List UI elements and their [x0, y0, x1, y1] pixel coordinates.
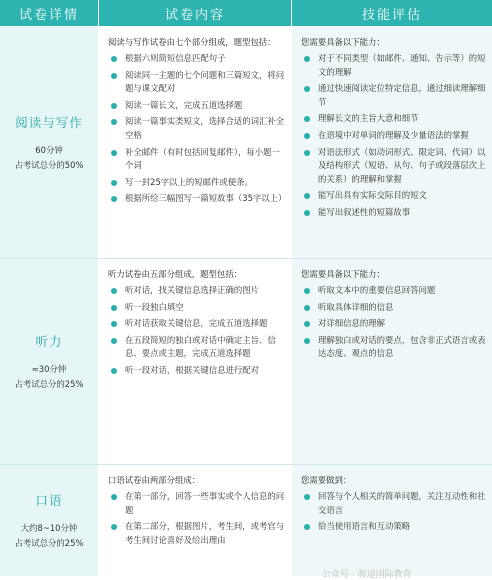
bullet-icon	[111, 338, 117, 344]
list-item: 听一段独白填空	[108, 301, 285, 315]
header-skill-assessment: 技能评估	[292, 0, 492, 26]
list-item: 能写出叙述性的短篇故事	[301, 206, 486, 220]
list-item: 在语境中对单词的理解及少量语法的掌握	[301, 129, 486, 143]
list-item: 阅读同一主题的七个问题和三篇短文，将问题与课文配对	[108, 69, 285, 96]
bullet-icon	[304, 305, 310, 311]
section-duration: ≈30分钟	[31, 363, 67, 374]
list-item: 理解独白或对话的要点，包含非正式语言或表达态度、观点的信息	[301, 334, 486, 361]
section-reading-writing-content	[99, 27, 291, 258]
section-weight: 占考试总分的25%	[14, 378, 84, 389]
bullet-icon	[304, 193, 310, 199]
bullet-icon	[111, 196, 117, 202]
list-item: 阅读一篇事实类短文，选择合适的词汇补全空格	[108, 115, 285, 142]
list-item: 对语法形式（如动词形式、限定词、代词）以及结构形式（短语、从句、句子或段落层次上的关系）的理解和掌握	[301, 146, 486, 187]
list-item: 根据所给三幅图写一篇短故事（35字以上）	[108, 192, 285, 206]
bullet-icon	[111, 305, 117, 311]
list-item: 通过快速阅读定位特定信息，通过细读理解细节	[301, 82, 486, 109]
list-item: 对详细信息的理解	[301, 317, 486, 331]
skills-list	[301, 490, 486, 534]
section-speaking-content	[99, 465, 291, 576]
list-item: 回答与个人相关的简单问题，关注互动性和社交语言	[301, 490, 486, 517]
list-item: 恰当使用语言和互动策略	[301, 520, 486, 534]
bullet-icon	[111, 56, 117, 62]
list-item: 听一段对话，根据关键信息进行配对	[108, 364, 285, 378]
skills-list	[301, 284, 486, 361]
section-listening-skills	[292, 259, 492, 464]
bullet-icon	[111, 494, 117, 500]
list-item: 理解长文的主旨大意和细节	[301, 112, 486, 126]
section-listening-info	[0, 259, 98, 464]
content-list	[108, 284, 285, 378]
header-exam-details: 试卷详情	[0, 0, 98, 26]
bullet-icon	[111, 150, 117, 156]
bullet-icon	[304, 524, 310, 530]
list-item: 听取具体详细的信息	[301, 301, 486, 315]
watermark: 公众号 · 骏途国际教育	[322, 570, 412, 580]
list-item: 阅读一篇长文，完成五道选择题	[108, 99, 285, 113]
bullet-icon	[304, 210, 310, 216]
list-item: 在第二部分，根据图片，考生间，或考官与考生间讨论喜好及给出理由	[108, 520, 285, 547]
section-duration: 大约8~10分钟	[20, 522, 78, 533]
section-reading-writing-skills	[292, 27, 492, 258]
skills-intro: 您需要具备以下能力：	[301, 269, 385, 279]
list-item: 能写出具有实际交际目的短文	[301, 189, 486, 203]
skills-intro: 您需要做到：	[301, 475, 352, 485]
section-duration: 60分钟	[35, 144, 63, 155]
content-intro: 阅读与写作试卷由七个部分组成，题型包括：	[108, 37, 276, 47]
bullet-icon	[111, 180, 117, 186]
section-title: 听力	[35, 333, 63, 349]
section-title: 口语	[35, 492, 63, 508]
list-item: 补全邮件（有时包括回复邮件），每小题一个词	[108, 146, 285, 173]
bullet-icon	[304, 494, 310, 500]
bullet-icon	[304, 288, 310, 294]
list-item: 听取文本中的重要信息回答问题	[301, 284, 486, 298]
bullet-icon	[304, 338, 310, 344]
list-item: 在第一部分，回答一些事实或个人信息的问题	[108, 490, 285, 517]
bullet-icon	[304, 133, 310, 139]
content-intro: 口语试卷由两部分组成：	[108, 475, 201, 485]
bullet-icon	[111, 321, 117, 327]
bullet-icon	[304, 150, 310, 156]
skills-list	[301, 52, 486, 220]
content-intro: 听力试卷由五部分组成，题型包括：	[108, 269, 242, 279]
section-reading-writing-info	[0, 27, 98, 258]
list-item: 对于不同类型（如邮件、通知、告示等）的短文的理解	[301, 52, 486, 79]
list-item: 在五段简短的独白或对话中确定主旨、信息、要点或主题，完成五道选择题	[108, 334, 285, 361]
header-exam-content: 试卷内容	[99, 0, 291, 26]
section-title: 阅读与写作	[15, 114, 83, 130]
bullet-icon	[111, 368, 117, 374]
skills-intro: 您需要具备以下能力：	[301, 37, 385, 47]
bullet-icon	[304, 321, 310, 327]
list-item: 听对话获取关键信息，完成五道选择题	[108, 317, 285, 331]
list-item: 听对话，找关键信息选择正确的图片	[108, 284, 285, 298]
section-speaking-skills	[292, 465, 492, 576]
bullet-icon	[304, 116, 310, 122]
bullet-icon	[111, 288, 117, 294]
section-weight: 占考试总分的50%	[14, 159, 84, 170]
bullet-icon	[111, 73, 117, 79]
bullet-icon	[111, 103, 117, 109]
content-list	[108, 490, 285, 547]
section-speaking-info	[0, 465, 98, 576]
section-weight: 占考试总分的25%	[14, 537, 84, 548]
bullet-icon	[304, 86, 310, 92]
bullet-icon	[304, 56, 310, 62]
list-item: 写一封25字以上的短邮件或便条。	[108, 176, 285, 190]
list-item: 根据六则简短信息匹配句子	[108, 52, 285, 66]
content-list	[108, 52, 285, 206]
bullet-icon	[111, 119, 117, 125]
section-listening-content	[99, 259, 291, 464]
bullet-icon	[111, 524, 117, 530]
